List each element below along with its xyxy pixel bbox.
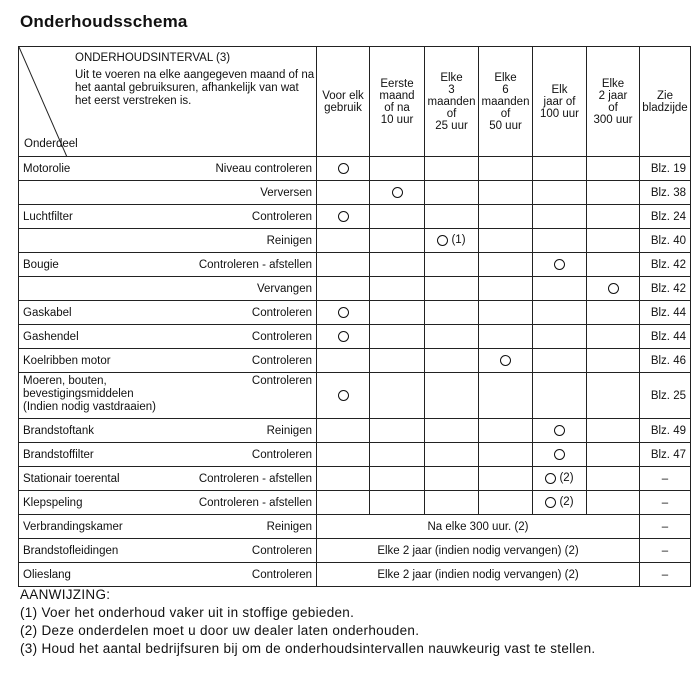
part-cell <box>19 277 169 301</box>
part-cell <box>19 349 169 373</box>
interval-circle-icon <box>545 473 556 484</box>
interval-cell <box>533 253 587 277</box>
interval-cell <box>533 373 587 419</box>
page-title: Onderhoudsschema <box>20 12 188 31</box>
table-row <box>19 277 691 301</box>
interval-cell <box>587 419 640 443</box>
col-header-line: maand <box>379 89 415 102</box>
part-cell <box>19 539 169 563</box>
interval-cell <box>370 205 425 229</box>
col-header-line: Zie <box>657 89 673 102</box>
col-header-line: of <box>446 107 457 120</box>
interval-cell <box>425 253 479 277</box>
part-cell <box>19 181 169 205</box>
interval-cell <box>425 229 479 253</box>
page-ref-cell: Blz. 42 <box>640 253 691 277</box>
col-header-line: 300 uur <box>593 113 633 126</box>
part-cell <box>19 157 169 181</box>
interval-cell <box>587 491 640 515</box>
page-ref-cell: Blz. 49 <box>640 419 691 443</box>
interval-cell <box>317 157 370 181</box>
part-name: Stationair toerental <box>23 472 120 485</box>
action-cell: Controleren <box>169 443 317 467</box>
interval-cell <box>587 181 640 205</box>
header-row <box>19 47 691 157</box>
table-row <box>19 467 691 491</box>
interval-circle-icon <box>545 497 556 508</box>
interval-cell <box>479 181 533 205</box>
col-header-line: gebruik <box>324 101 362 114</box>
interval-cell <box>370 253 425 277</box>
part-name: Verbrandingskamer <box>23 520 123 533</box>
interval-cell <box>317 253 370 277</box>
interval-cell <box>370 443 425 467</box>
interval-header-cell <box>19 47 317 157</box>
table-row <box>19 205 691 229</box>
action-cell: Controleren <box>169 563 317 587</box>
page-ref-cell: – <box>640 467 691 491</box>
interval-cell <box>317 373 370 419</box>
part-column-label: Onderdeel <box>24 138 78 150</box>
action-cell: Reinigen <box>169 229 317 253</box>
part-cell <box>19 253 169 277</box>
page-ref-cell: Blz. 44 <box>640 301 691 325</box>
table-row <box>19 325 691 349</box>
part-name: Bougie <box>23 258 59 271</box>
interval-cell <box>587 467 640 491</box>
table-row <box>19 419 691 443</box>
interval-circle-icon <box>554 449 565 460</box>
interval-cell <box>425 373 479 419</box>
table-row <box>19 539 691 563</box>
col-header <box>587 47 640 157</box>
part-name: Gaskabel <box>23 306 72 319</box>
interval-cell <box>479 467 533 491</box>
action-cell: Niveau controleren <box>169 157 317 181</box>
part-name: Motorolie <box>23 162 71 175</box>
interval-cell <box>587 373 640 419</box>
interval-cell <box>533 181 587 205</box>
table-row <box>19 349 691 373</box>
interval-cell <box>587 205 640 229</box>
col-header-line: Elke <box>494 71 517 84</box>
interval-cell <box>587 157 640 181</box>
col-header <box>479 47 533 157</box>
part-cell <box>19 491 169 515</box>
col-header-line: 2 jaar <box>598 89 628 102</box>
part-name: Olieslang <box>23 568 71 581</box>
interval-title: ONDERHOUDSINTERVAL (3) <box>75 52 231 64</box>
col-header-line: of na <box>384 101 410 114</box>
table-row <box>19 563 691 587</box>
part-name: Moeren, bouten, bevestigingsmiddelen (Indien nodig vastdraaien) <box>23 375 156 413</box>
col-header-line: Elke <box>440 71 463 84</box>
col-header-line: Eerste <box>380 77 414 90</box>
interval-circle-icon <box>338 211 349 222</box>
col-header <box>425 47 479 157</box>
interval-cell <box>425 443 479 467</box>
interval-cell <box>479 229 533 253</box>
page-ref-cell: Blz. 25 <box>640 373 691 419</box>
interval-cell <box>587 253 640 277</box>
col-header <box>370 47 425 157</box>
interval-span-cell: Elke 2 jaar (indien nodig vervangen) (2) <box>317 539 640 563</box>
interval-cell <box>317 467 370 491</box>
part-cell <box>19 301 169 325</box>
interval-circle-icon <box>500 355 511 366</box>
interval-cell <box>370 373 425 419</box>
part-cell <box>19 325 169 349</box>
interval-cell <box>479 157 533 181</box>
col-header-line: 100 uur <box>539 107 579 120</box>
table-row <box>19 157 691 181</box>
note-item: (2) Deze onderdelen moet u door uw dealer laten onderhouden. <box>20 623 420 638</box>
interval-span-cell: Elke 2 jaar (indien nodig vervangen) (2) <box>317 563 640 587</box>
interval-cell <box>317 205 370 229</box>
action-cell: Controleren <box>169 373 317 419</box>
col-header-line: jaar of <box>543 95 576 108</box>
interval-cell <box>370 325 425 349</box>
interval-cell <box>317 181 370 205</box>
action-cell: Controleren <box>169 349 317 373</box>
col-header-line: Elke <box>601 77 625 90</box>
interval-cell <box>533 491 587 515</box>
action-cell: Controleren - afstellen <box>169 467 317 491</box>
note-item: (1) Voer het onderhoud vaker uit in stoffige gebieden. <box>20 605 355 620</box>
interval-cell <box>479 205 533 229</box>
page-ref-cell: Blz. 38 <box>640 181 691 205</box>
interval-cell <box>533 443 587 467</box>
interval-cell <box>587 349 640 373</box>
part-cell <box>19 419 169 443</box>
note-item: (3) Houd het aantal bedrijfsuren bij om de onderhoudsintervallen nauwkeurig vast te stellen. <box>20 641 596 656</box>
table-row <box>19 491 691 515</box>
interval-cell <box>479 443 533 467</box>
interval-cell <box>317 229 370 253</box>
part-cell <box>19 229 169 253</box>
page-ref-cell: Blz. 46 <box>640 349 691 373</box>
interval-cell <box>479 349 533 373</box>
part-cell <box>19 205 169 229</box>
page-ref-cell: Blz. 24 <box>640 205 691 229</box>
col-header <box>317 47 370 157</box>
col-header-line: Voor elk <box>322 89 364 102</box>
page-ref-cell: Blz. 47 <box>640 443 691 467</box>
action-cell: Reinigen <box>169 515 317 539</box>
interval-cell <box>425 157 479 181</box>
action-cell: Controleren <box>169 539 317 563</box>
interval-cell <box>479 253 533 277</box>
interval-cell <box>370 181 425 205</box>
table-row <box>19 515 691 539</box>
footnote-ref: (2) <box>559 496 574 509</box>
page-ref-cell: Blz. 44 <box>640 325 691 349</box>
interval-description: Uit te voeren na elke aangegeven maand of na het aantal gebruiksuren, afhankelijk van wat het eerst verstreken is. <box>75 69 315 107</box>
notes-section <box>20 586 595 658</box>
part-name: Gashendel <box>23 330 79 343</box>
interval-cell <box>479 301 533 325</box>
interval-cell <box>317 325 370 349</box>
col-header-line: 50 uur <box>489 119 522 132</box>
action-cell: Verversen <box>169 181 317 205</box>
maintenance-table <box>18 46 691 587</box>
page-ref-cell: Blz. 40 <box>640 229 691 253</box>
table-row <box>19 443 691 467</box>
interval-circle-icon <box>608 283 619 294</box>
table-row <box>19 373 691 419</box>
interval-cell <box>533 157 587 181</box>
interval-cell <box>370 491 425 515</box>
table-row <box>19 301 691 325</box>
interval-cell <box>317 349 370 373</box>
action-cell: Controleren - afstellen <box>169 253 317 277</box>
interval-cell <box>425 467 479 491</box>
action-cell: Reinigen <box>169 419 317 443</box>
interval-cell <box>587 229 640 253</box>
interval-cell <box>479 419 533 443</box>
interval-circle-icon <box>338 307 349 318</box>
col-header-line: of <box>608 101 618 114</box>
action-cell: Controleren - afstellen <box>169 491 317 515</box>
interval-cell <box>370 157 425 181</box>
part-name: Klepspeling <box>23 496 83 509</box>
part-cell <box>19 563 169 587</box>
action-cell: Controleren <box>169 301 317 325</box>
part-name: Luchtfilter <box>23 210 73 223</box>
interval-cell <box>533 349 587 373</box>
interval-cell <box>317 419 370 443</box>
interval-cell <box>370 419 425 443</box>
interval-cell <box>425 491 479 515</box>
part-name: Koelribben motor <box>23 354 111 367</box>
part-cell <box>19 443 169 467</box>
interval-cell <box>479 491 533 515</box>
part-cell <box>19 515 169 539</box>
interval-cell <box>533 467 587 491</box>
part-name: Brandstoftank <box>23 424 94 437</box>
interval-span-cell: Na elke 300 uur. (2) <box>317 515 640 539</box>
interval-cell <box>533 301 587 325</box>
interval-cell <box>425 205 479 229</box>
col-header <box>640 47 691 157</box>
part-name: Brandstofleidingen <box>23 544 119 557</box>
col-header-line: 3 maanden <box>427 83 476 108</box>
interval-cell <box>587 443 640 467</box>
action-cell: Controleren <box>169 205 317 229</box>
interval-circle-icon <box>554 259 565 270</box>
interval-cell <box>370 467 425 491</box>
interval-cell <box>425 277 479 301</box>
interval-cell <box>317 277 370 301</box>
table-row <box>19 181 691 205</box>
col-header-line: 25 uur <box>435 119 468 132</box>
part-cell <box>19 467 169 491</box>
interval-cell <box>587 277 640 301</box>
col-header-line: Elk <box>551 83 568 96</box>
interval-cell <box>370 229 425 253</box>
interval-cell <box>533 277 587 301</box>
table-row <box>19 229 691 253</box>
footnote-ref: (1) <box>451 234 466 247</box>
page-ref-cell: Blz. 42 <box>640 277 691 301</box>
interval-cell <box>533 205 587 229</box>
interval-cell <box>317 443 370 467</box>
interval-cell <box>587 301 640 325</box>
interval-cell <box>370 301 425 325</box>
interval-cell <box>479 373 533 419</box>
interval-cell <box>425 349 479 373</box>
col-header-line: 6 maanden <box>481 83 530 108</box>
interval-cell <box>317 491 370 515</box>
col-header-line: bladzijde <box>642 101 688 114</box>
interval-circle-icon <box>338 390 349 401</box>
interval-cell <box>425 181 479 205</box>
footnote-ref: (2) <box>559 472 574 485</box>
col-header-line: of <box>500 107 511 120</box>
page-ref-cell: – <box>640 491 691 515</box>
interval-circle-icon <box>554 425 565 436</box>
interval-cell <box>425 325 479 349</box>
col-header <box>533 47 587 157</box>
col-header-line: 10 uur <box>380 113 414 126</box>
interval-cell <box>533 419 587 443</box>
interval-cell <box>533 325 587 349</box>
interval-circle-icon <box>338 331 349 342</box>
page-ref-cell: – <box>640 563 691 587</box>
interval-cell <box>370 349 425 373</box>
page-ref-cell: – <box>640 539 691 563</box>
interval-circle-icon <box>338 163 349 174</box>
interval-circle-icon <box>392 187 403 198</box>
part-cell <box>19 373 169 419</box>
interval-cell <box>587 325 640 349</box>
page-ref-cell: Blz. 19 <box>640 157 691 181</box>
interval-cell <box>533 229 587 253</box>
interval-cell <box>425 301 479 325</box>
action-cell: Vervangen <box>169 277 317 301</box>
page-ref-cell: – <box>640 515 691 539</box>
interval-circle-icon <box>437 235 448 246</box>
interval-cell <box>317 301 370 325</box>
interval-cell <box>370 277 425 301</box>
interval-cell <box>479 325 533 349</box>
notes-heading: AANWIJZING: <box>20 587 111 602</box>
interval-cell <box>479 277 533 301</box>
table-row <box>19 253 691 277</box>
interval-cell <box>425 419 479 443</box>
part-name: Brandstoffilter <box>23 448 94 461</box>
action-cell: Controleren <box>169 325 317 349</box>
